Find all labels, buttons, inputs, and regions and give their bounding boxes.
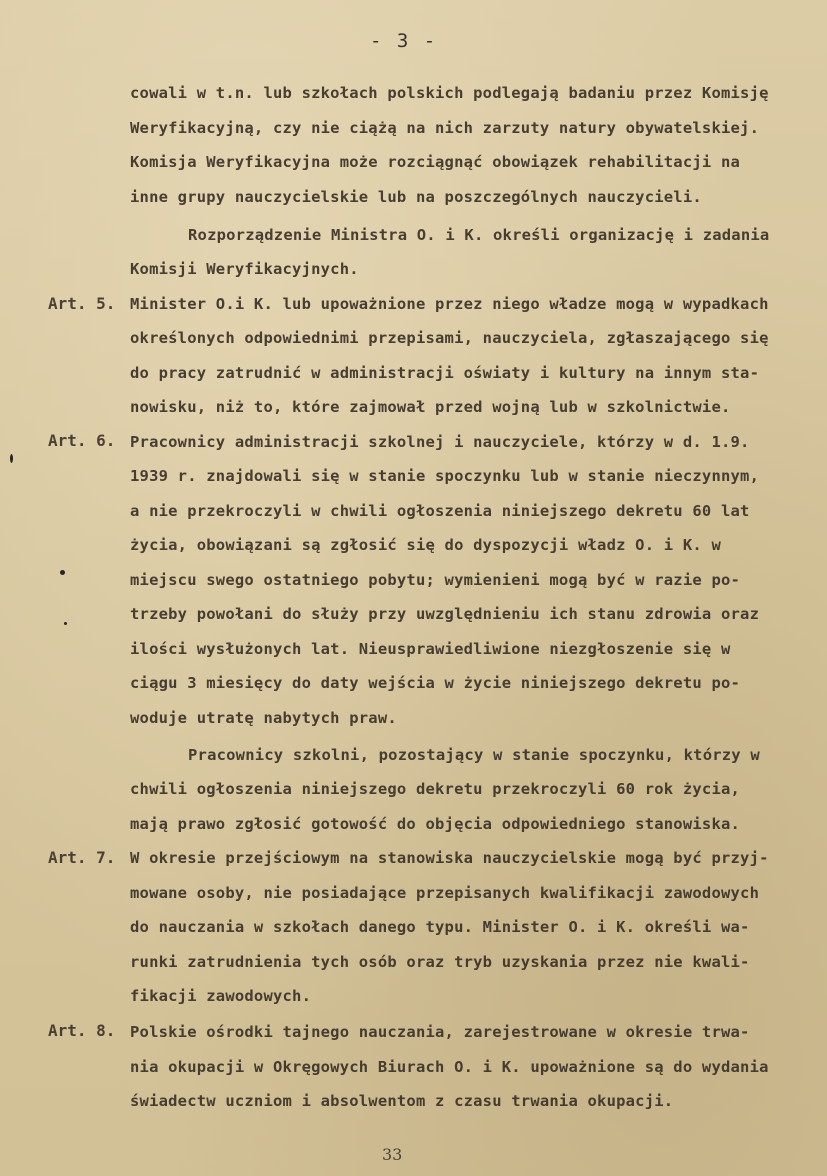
text-line: mowane osoby, nie posiadające przepisanych kwalifikacji zawodowych — [130, 884, 760, 902]
text-line: Komisja Weryfikacyjna może rozciągnąć obowiązek rehabilitacji na — [130, 153, 741, 171]
text-line: Rozporządzenie Ministra O. i K. określi organizację i zadania — [188, 226, 770, 244]
text-line: cowali w t.n. lub szkołach polskich podlegają badaniu przez Komisję — [130, 84, 769, 102]
text-line: świadectw uczniom i absolwentom z czasu trwania okupacji. — [130, 1092, 674, 1110]
text-line: chwili ogłoszenia niniejszego dekretu przekroczyli 60 rok życia, — [130, 780, 741, 798]
text-line: Pracownicy szkolni, pozostający w stanie spoczynku, którzy w — [188, 746, 760, 764]
text-line: W okresie przejściowym na stanowiska nauczycielskie mogą być przyj- — [130, 849, 769, 867]
text-line: inne grupy nauczycielskie lub na poszczególnych nauczycieli. — [130, 188, 702, 206]
text-line: do nauczania w szkołach danego typu. Minister O. i K. określi wa- — [130, 918, 750, 936]
article-label-6: Art. 6. — [48, 431, 116, 450]
text-line: trzeby powołani do służy przy uwzględnieniu ich stanu zdrowia oraz — [130, 605, 760, 623]
text-line: fikacji zawodowych. — [130, 987, 312, 1005]
text-line: Polskie ośrodki tajnego nauczania, zarejestrowane w okresie trwa- — [130, 1023, 750, 1041]
text-line: Komisji Weryfikacyjnych. — [130, 260, 359, 278]
article-label-8: Art. 8. — [48, 1021, 116, 1040]
text-line: określonych odpowiednimi przepisami, nauczyciela, zgłaszającego się — [130, 329, 769, 347]
text-line: Weryfikacyjną, czy nie ciążą na nich zarzuty natury obywatelskiej. — [130, 119, 760, 137]
ink-speck — [64, 622, 67, 625]
article-label-7: Art. 7. — [48, 848, 116, 867]
article-label-5: Art. 5. — [48, 294, 116, 313]
text-line: nia okupacji w Okręgowych Biurach O. i K. upoważnione są do wydania — [130, 1058, 769, 1076]
page-number: - 3 - — [370, 30, 438, 52]
text-line: 1939 r. znajdowali się w stanie spoczynku lub w stanie nieczynnym, — [130, 467, 760, 485]
text-line: ilości wysłużonych lat. Nieusprawiedliwione niezgłoszenie się w — [130, 640, 731, 658]
text-line: ciągu 3 miesięcy do daty wejścia w życie niniejszego dekretu po- — [130, 674, 741, 692]
text-line: życia, obowiązani są zgłosić się do dyspozycji władz O. i K. w — [130, 536, 721, 554]
text-line: Minister O.i K. lub upoważnione przez niego władze mogą w wypadkach — [130, 295, 769, 313]
footer-page-number: 33 — [382, 1145, 403, 1164]
text-line: Pracownicy administracji szkolnej i nauczyciele, którzy w d. 1.9. — [130, 433, 750, 451]
text-line: woduje utratę nabytych praw. — [130, 709, 397, 727]
text-line: miejscu swego ostatniego pobytu; wymienieni mogą być w razie po- — [130, 571, 741, 589]
text-line: a nie przekroczyli w chwili ogłoszenia niniejszego dekretu 60 lat — [130, 502, 750, 520]
text-line: mają prawo zgłosić gotowość do objęcia odpowiedniego stanowiska. — [130, 815, 741, 833]
text-line: do pracy zatrudnić w administracji oświaty i kultury na innym sta- — [130, 364, 760, 382]
ink-speck — [10, 454, 13, 463]
text-line: nowisku, niż to, które zajmował przed wojną lub w szkolnictwie. — [130, 398, 731, 416]
text-line: runki zatrudnienia tych osób oraz tryb uzyskania przez nie kwali- — [130, 953, 750, 971]
ink-speck — [60, 570, 65, 575]
